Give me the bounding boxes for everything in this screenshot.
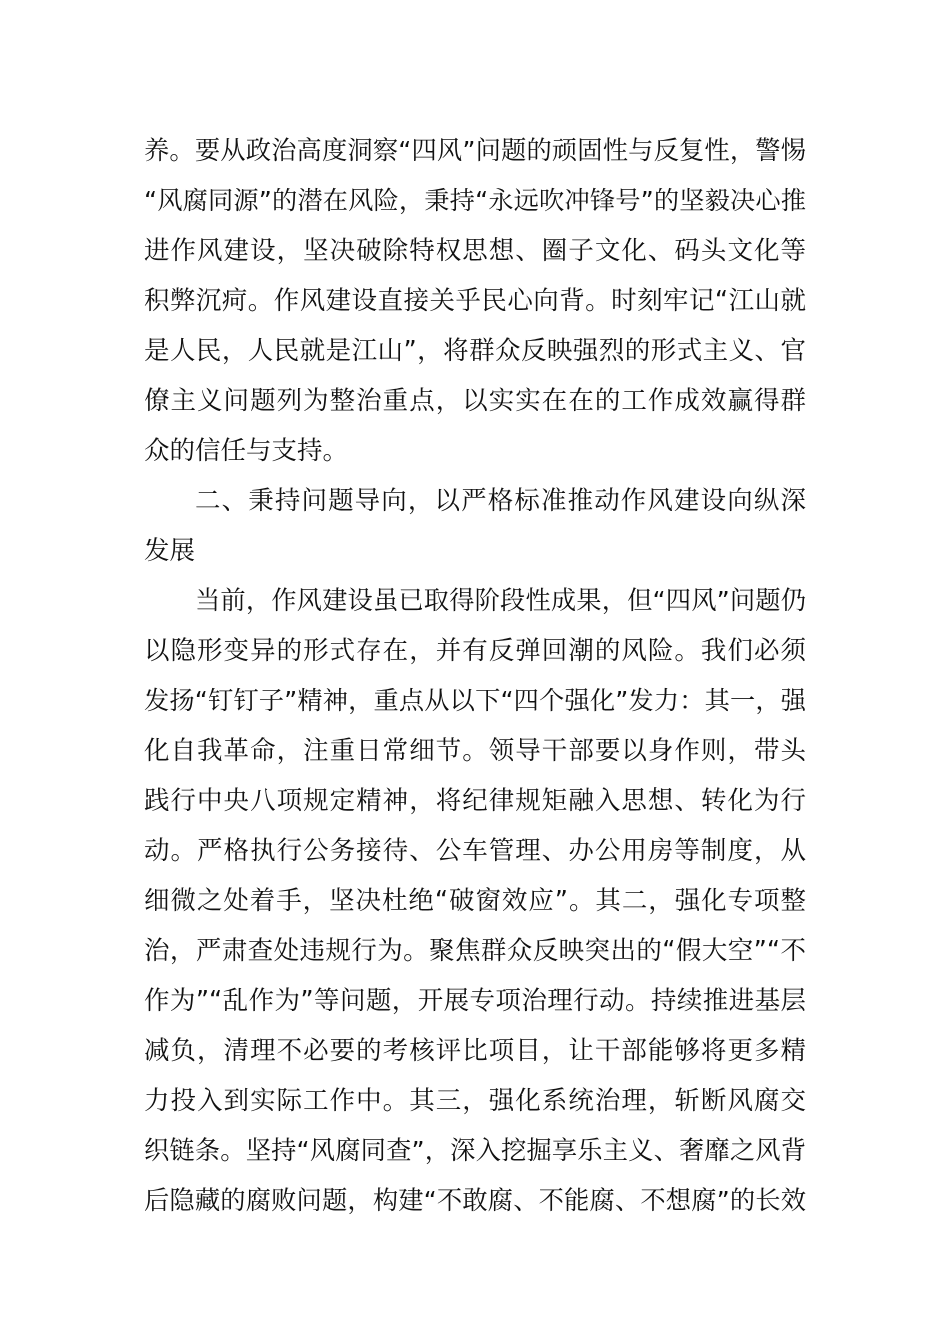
text-line-20: 力投入到实际工作中。其三，强化系统治理，斩断风腐交 <box>144 1086 806 1116</box>
section-heading-line-1: 二、秉持问题导向，以严格标准推动作风建设向纵深 <box>195 486 806 516</box>
text-line-5: 是人民，人民就是江山”，将群众反映强烈的形式主义、官 <box>144 336 806 366</box>
text-line-1: 养。要从政治高度洞察“四风”问题的顽固性与反复性，警惕 <box>144 136 806 165</box>
body-text <box>144 126 806 1226</box>
section-heading-line-2: 发展 <box>144 536 196 566</box>
text-line-7: 众的信任与支持。 <box>144 436 349 466</box>
text-line-18: 作为”“乱作为”等问题，开展专项治理行动。持续推进基层 <box>144 986 806 1016</box>
text-line-3: 进作风建设，坚决破除特权思想、圈子文化、码头文化等 <box>144 236 806 266</box>
text-line-19: 减负，清理不必要的考核评比项目，让干部能够将更多精 <box>144 1036 806 1066</box>
text-line-17: 治，严肃查处违规行为。聚焦群众反映突出的“假大空”“不 <box>144 936 806 966</box>
text-line-14: 践行中央八项规定精神，将纪律规矩融入思想、转化为行 <box>144 786 806 816</box>
text-line-13: 化自我革命，注重日常细节。领导干部要以身作则，带头 <box>144 736 806 766</box>
text-line-11: 以隐形变异的形式存在，并有反弹回潮的风险。我们必须 <box>144 636 806 666</box>
text-line-10: 当前，作风建设虽已取得阶段性成果，但“四风”问题仍 <box>195 586 806 615</box>
text-line-16: 细微之处着手，坚决杜绝“破窗效应”。其二，强化专项整 <box>144 886 806 916</box>
text-line-15: 动。严格执行公务接待、公车管理、办公用房等制度，从 <box>144 836 806 866</box>
text-line-12: 发扬“钉钉子”精神，重点从以下“四个强化”发力：其一，强 <box>144 686 806 715</box>
text-line-6: 僚主义问题列为整治重点，以实实在在的工作成效赢得群 <box>144 386 806 416</box>
text-line-22: 后隐藏的腐败问题，构建“不敢腐、不能腐、不想腐”的长效 <box>144 1186 806 1215</box>
text-line-21: 织链条。坚持“风腐同查”，深入挖掘享乐主义、奢靡之风背 <box>144 1136 806 1165</box>
text-line-4: 积弊沉疴。作风建设直接关乎民心向背。时刻牢记“江山就 <box>144 286 806 316</box>
text-line-2: “风腐同源”的潜在风险，秉持“永远吹冲锋号”的坚毅决心推 <box>144 186 806 215</box>
